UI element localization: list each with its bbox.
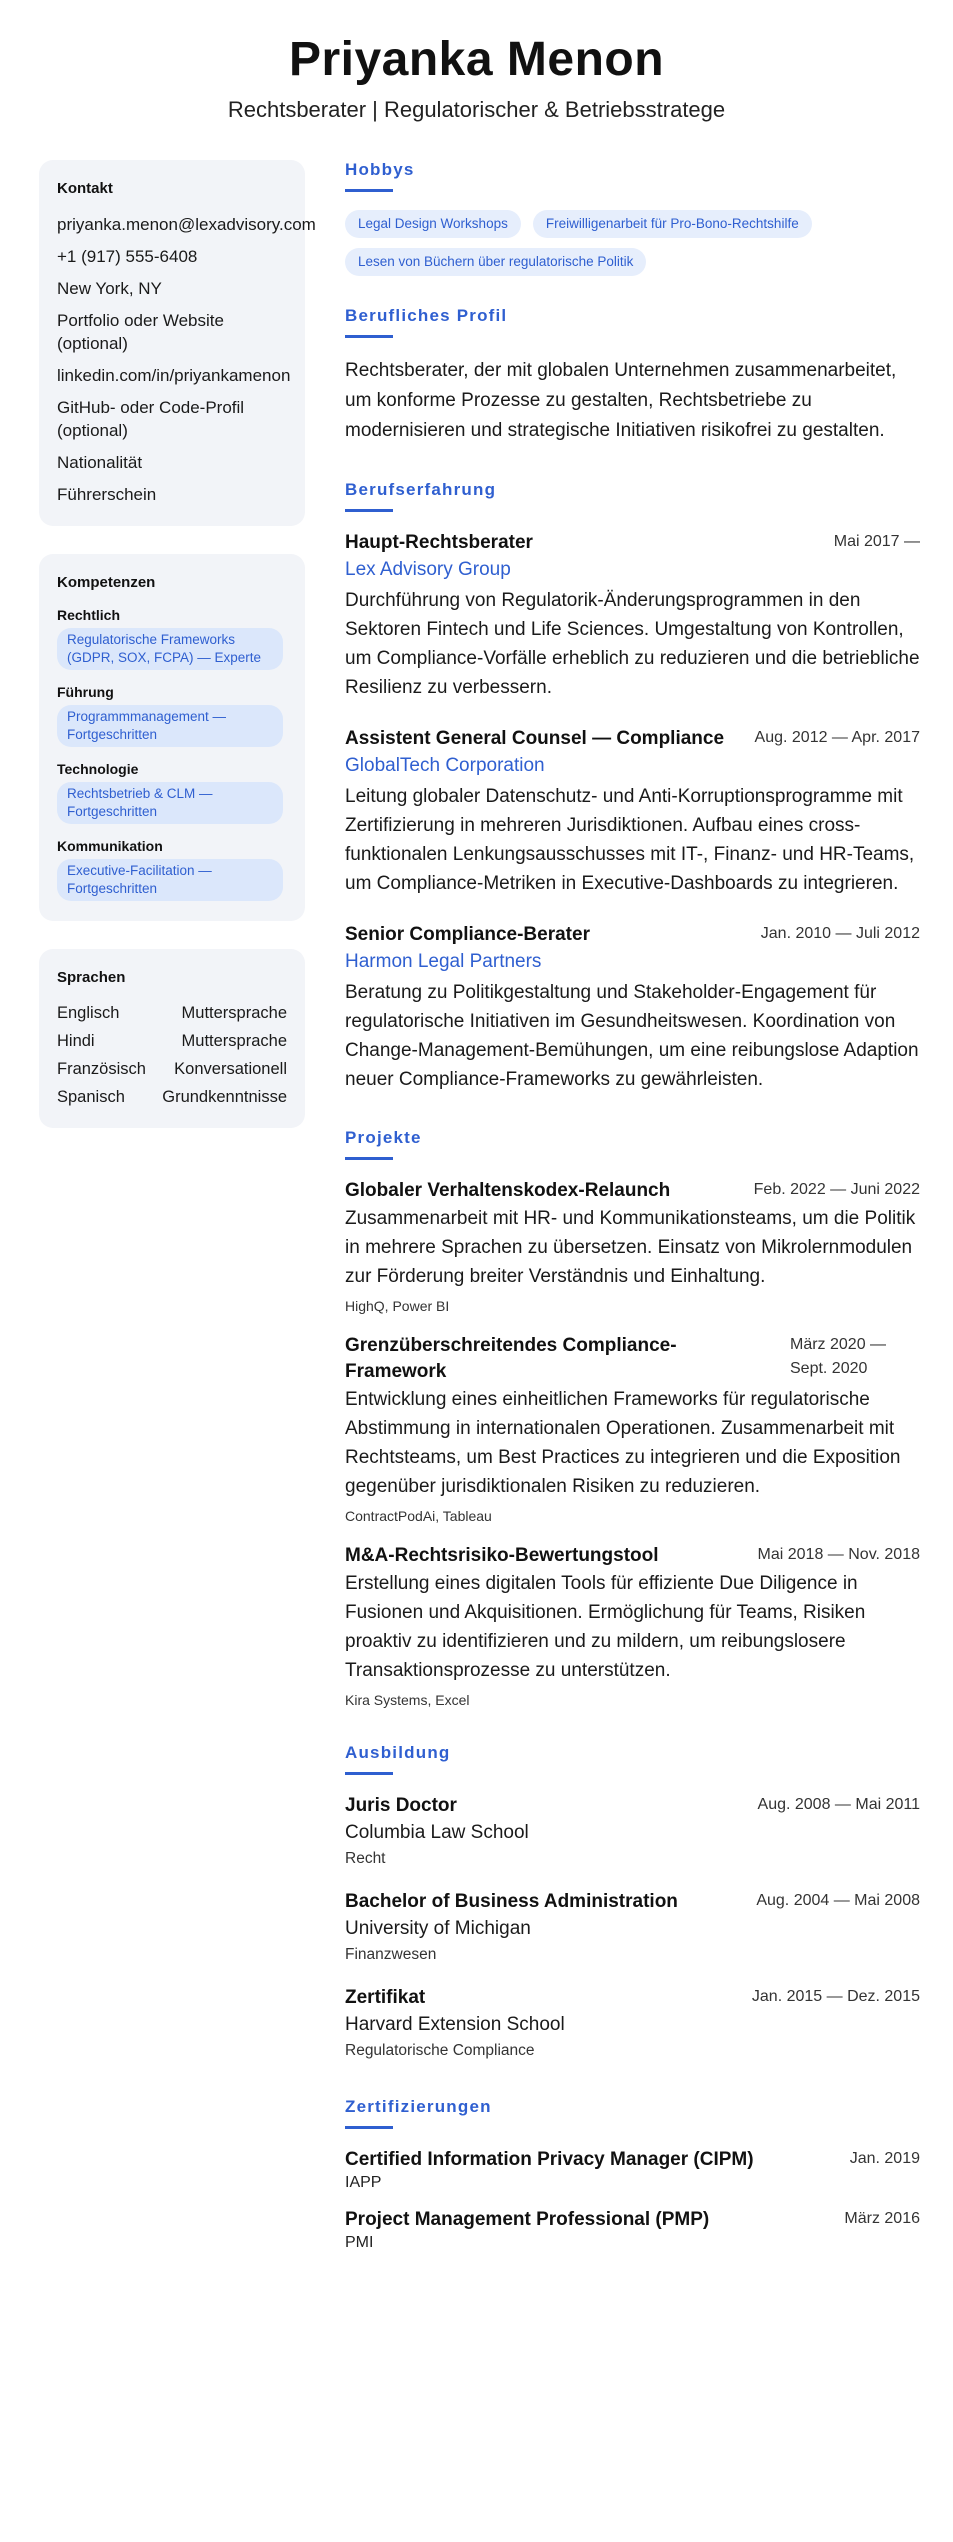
person-name: Priyanka Menon — [288, 33, 665, 86]
job-date: Aug. 2012 — Apr. 2017 — [754, 729, 920, 746]
skill-chip: Rechtsbetrieb & CLM — Fortgeschritten — [57, 782, 283, 824]
profile-section — [345, 306, 920, 446]
section-divider — [345, 1772, 393, 1775]
section-divider — [345, 2126, 393, 2129]
degree-name: Bachelor of Business Administration — [345, 1891, 678, 1912]
language-row — [57, 1030, 287, 1052]
section-title: Berufserfahrung — [345, 480, 497, 499]
language-name: Englisch — [57, 1004, 120, 1022]
skill-group — [57, 684, 287, 747]
project-description: Entwicklung eines einheitlichen Frameworks für regulatorische Abstimmung in internationalen Operationen. Zusammenarbeit mit Rechtsteams, um Best Practices zu integrieren und die Exposition gegenüber jurisdiktionalen Risiken zu reduzieren. — [345, 1389, 901, 1497]
certification-issuer: IAPP — [345, 2174, 382, 2191]
languages-card — [39, 949, 305, 1128]
skill-chip: Regulatorische Frameworks (GDPR, SOX, FCPA) — Experte — [57, 628, 283, 670]
education-entry — [345, 1985, 920, 2063]
language-level: Muttersprache — [181, 1004, 287, 1022]
contact-linkedin[interactable]: linkedin.com/in/priyankamenon — [57, 366, 291, 385]
contact-email[interactable]: priyanka.menon@lexadvisory.com — [57, 215, 316, 234]
project-entry — [345, 1543, 920, 1709]
skill-category: Technologie — [57, 761, 139, 777]
section-title: Projekte — [345, 1128, 422, 1147]
resume-header — [0, 30, 953, 124]
school-name: Harvard Extension School — [345, 2014, 565, 2035]
company-name: Harmon Legal Partners — [345, 951, 542, 972]
job-title: Haupt-Rechtsberater — [345, 532, 533, 553]
experience-section — [345, 480, 920, 1094]
degree-name: Zertifikat — [345, 1987, 426, 2008]
certification-entry — [345, 2147, 920, 2193]
hobby-chip: Legal Design Workshops — [345, 210, 521, 238]
contact-location: New York, NY — [57, 279, 162, 298]
job-date: Jan. 2010 — Juli 2012 — [760, 925, 920, 942]
languages-title: Sprachen — [57, 969, 126, 986]
job-date: Mai 2017 — — [833, 533, 920, 550]
certification-date: März 2016 — [844, 2210, 920, 2227]
experience-entry — [345, 726, 920, 898]
section-divider — [345, 189, 393, 192]
skill-category: Rechtlich — [57, 607, 121, 623]
skill-category: Führung — [57, 684, 114, 700]
certification-entry — [345, 2207, 920, 2253]
person-headline: Rechtsberater | Regulatorischer & Betriebsstratege — [227, 97, 726, 122]
projects-section — [345, 1128, 920, 1709]
certification-issuer: PMI — [345, 2234, 374, 2251]
language-row — [57, 1058, 287, 1080]
certifications-section — [345, 2097, 920, 2253]
job-description: Beratung zu Politikgestaltung und Stakeholder-Engagement für regulatorische Initiativen im Gesundheitswesen. Koordination von Change-Management-Bemühungen, um eine reibungslose Adaption neuer Compliance-Frameworks zu gewährleisten. — [345, 982, 919, 1090]
company-name: Lex Advisory Group — [345, 559, 511, 580]
skill-chip: Executive-Facilitation — Fortgeschritten — [57, 859, 283, 901]
language-level: Grundkenntnisse — [162, 1088, 287, 1106]
experience-entry — [345, 530, 920, 702]
language-name: Spanisch — [57, 1088, 125, 1106]
project-date: Feb. 2022 — Juni 2022 — [753, 1181, 920, 1198]
language-level: Konversationell — [174, 1060, 287, 1078]
project-date: März 2020 — Sept. 2020 — [790, 1336, 887, 1377]
field-of-study: Recht — [345, 1850, 386, 1867]
section-title: Berufliches Profil — [345, 306, 508, 325]
certification-name: Certified Information Privacy Manager (CIPM) — [345, 2149, 754, 2170]
project-entry — [345, 1333, 920, 1525]
education-date: Jan. 2015 — Dez. 2015 — [751, 1988, 920, 2005]
section-title: Ausbildung — [345, 1743, 451, 1762]
school-name: University of Michigan — [345, 1918, 531, 1939]
certification-date: Jan. 2019 — [849, 2150, 920, 2167]
education-entry — [345, 1889, 920, 1967]
profile-text: Rechtsberater, der mit globalen Unternehmen zusammenarbeitet, um konforme Prozesse zu gestalten, Rechtsbetriebe zu modernisieren und strategische Initiativen risikofrei zu gestalten. — [345, 360, 897, 441]
field-of-study: Regulatorische Compliance — [345, 2042, 535, 2059]
skills-card — [39, 554, 305, 921]
section-title: Zertifizierungen — [345, 2097, 492, 2116]
skills-title: Kompetenzen — [57, 574, 156, 591]
sidebar — [39, 160, 316, 1156]
experience-entry — [345, 922, 920, 1094]
section-divider — [345, 509, 393, 512]
skill-category: Kommunikation — [57, 838, 163, 854]
main-column — [345, 160, 920, 2253]
section-divider — [345, 335, 393, 338]
project-name: Globaler Verhaltenskodex-Relaunch — [345, 1180, 671, 1201]
contact-phone[interactable]: +1 (917) 555-6408 — [57, 247, 198, 266]
hobbies-section — [345, 160, 920, 276]
project-name: M&A-Rechtsrisiko-Bewertungstool — [345, 1545, 659, 1566]
project-entry — [345, 1178, 920, 1315]
contact-card — [39, 160, 316, 526]
project-name: Grenzüberschreitendes Compliance-Framework — [345, 1335, 677, 1382]
contact-github[interactable]: GitHub- oder Code-Profil (optional) — [57, 398, 245, 440]
section-title: Hobbys — [345, 160, 415, 179]
job-description: Durchführung von Regulatorik-Änderungsprogrammen in den Sektoren Fintech und Life Sciences. Umgestaltung von Kontrollen, um Compliance-Vorfälle erheblich zu reduzieren und die betriebliche Resilienz zu verbessern. — [345, 590, 920, 698]
hobby-list — [345, 210, 920, 276]
project-tools: HighQ, Power BI — [345, 1298, 450, 1314]
project-tools: Kira Systems, Excel — [345, 1692, 470, 1708]
education-entry — [345, 1793, 920, 1871]
contact-title: Kontakt — [57, 180, 113, 197]
contact-license: Führerschein — [57, 485, 157, 504]
certification-name: Project Management Professional (PMP) — [345, 2209, 710, 2230]
hobby-chip: Freiwilligenarbeit für Pro-Bono-Rechtshilfe — [533, 210, 812, 238]
skill-group — [57, 607, 287, 670]
job-title: Senior Compliance-Berater — [345, 924, 590, 945]
degree-name: Juris Doctor — [345, 1795, 457, 1816]
language-name: Französisch — [57, 1060, 146, 1078]
education-section — [345, 1743, 920, 2063]
skill-chip: Programmmanagement — Fortgeschritten — [57, 705, 283, 747]
hobby-chip: Lesen von Büchern über regulatorische Politik — [345, 248, 646, 276]
contact-nationality: Nationalität — [57, 453, 143, 472]
section-divider — [345, 1157, 393, 1160]
project-description: Erstellung eines digitalen Tools für effiziente Due Diligence in Fusionen und Akquisitionen. Ermöglichung für Teams, Risiken proaktiv zu identifizieren und zu mildern, um reibungslosere Transaktionsprozesse zu unterstützen. — [345, 1573, 866, 1681]
project-description: Zusammenarbeit mit HR- und Kommunikationsteams, um die Politik in mehrere Sprachen zu übersetzen. Einsatz von Mikrolernmodulen zur Förderung breiter Verständnis und Einhaltung. — [345, 1208, 916, 1287]
education-date: Aug. 2008 — Mai 2011 — [757, 1796, 920, 1813]
skill-group — [57, 838, 287, 901]
contact-portfolio[interactable]: Portfolio oder Website (optional) — [57, 311, 224, 353]
job-title: Assistent General Counsel — Compliance — [345, 728, 725, 749]
language-row — [57, 1086, 287, 1108]
education-date: Aug. 2004 — Mai 2008 — [756, 1892, 920, 1909]
skill-group — [57, 761, 287, 824]
language-level: Muttersprache — [181, 1032, 287, 1050]
project-tools: ContractPodAi, Tableau — [345, 1508, 492, 1524]
school-name: Columbia Law School — [345, 1822, 529, 1843]
field-of-study: Finanzwesen — [345, 1946, 437, 1963]
company-name: GlobalTech Corporation — [345, 755, 545, 776]
language-row — [57, 1002, 287, 1024]
project-date: Mai 2018 — Nov. 2018 — [757, 1546, 920, 1563]
language-name: Hindi — [57, 1032, 95, 1050]
job-description: Leitung globaler Datenschutz- und Anti-Korruptionsprogramme mit Zertifizierung in mehreren Jurisdiktionen. Aufbau eines cross-funktionalen Lenkungsausschusses mit IT-, Finanz- und HR-Teams, um Compliance-Metriken in Executive-Dashboards zu integrieren. — [345, 786, 915, 894]
